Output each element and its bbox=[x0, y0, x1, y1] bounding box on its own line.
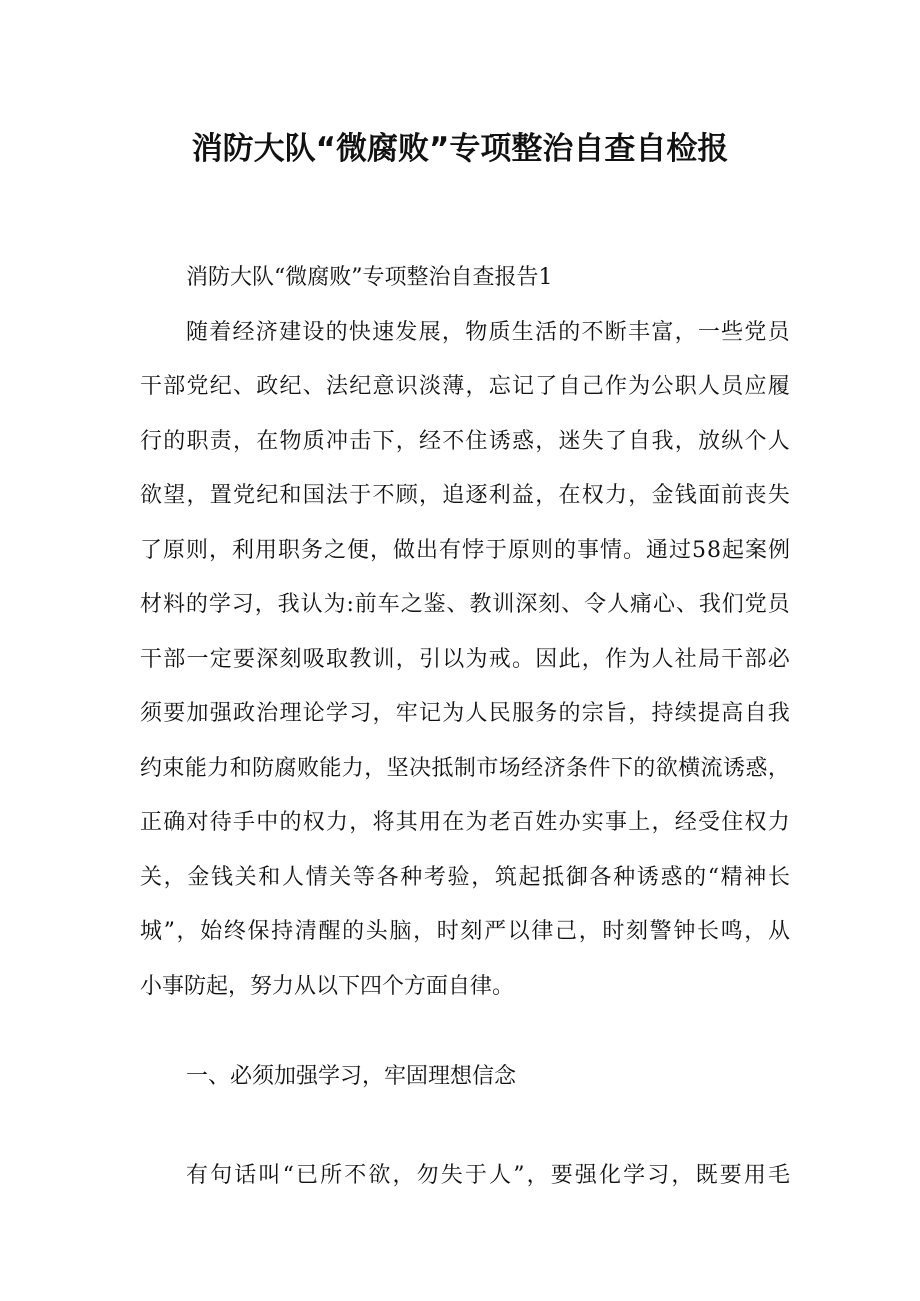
paragraph-line: 随 着 经 济 建 设 的 快 速 发 展 ， 物 质 生 活 的 不 断 丰 富 ， 一 些 党 员 bbox=[186, 320, 790, 345]
paragraph-line: 约 束 能 力 和 防 腐 败 能 力 ， 坚 决 抵 制 市 场 经 济 条 件 下 的 欲 横 流 诱 惑 ， bbox=[140, 756, 790, 781]
paragraph-line: 材 料 的 学 习 ， 我 认 为 : 前 车 之 鉴 、 教 训 深 刻 、 令 人 痛 心 、 我 们 党 员 bbox=[140, 592, 790, 617]
paragraph-line: 须 要 加 强 政 治 理 论 学 习 ， 牢 记 为 人 民 服 务 的 宗 旨 ， 持 续 提 高 自 我 bbox=[140, 701, 790, 726]
paragraph-line: 欲 望 ， 置 党 纪 和 国 法 于 不 顾 ， 追 逐 利 益 ， 在 权 力 ， 金 钱 面 前 丧 失 bbox=[140, 483, 790, 508]
paragraph-line: 小事防起，努力从以下四个方面自律。 bbox=[140, 974, 515, 999]
paragraph-line: 关 ， 金 钱 关 和 人 情 关 等 各 种 考 验 ， 筑 起 抵 御 各 种 诱 惑 的 “ 精 神 长 bbox=[140, 865, 790, 890]
paragraph-line: 城 ” ， 始 终 保 持 清 醒 的 头 脑 ， 时 刻 严 以 律 己 ， 时 刻 警 钟 长 鸣 ， 从 bbox=[140, 919, 790, 944]
document-title: 消防大队“微腐败”专项整治自查自检报 bbox=[191, 131, 729, 167]
section-heading: 一、必须加强学习，牢固理想信念 bbox=[186, 1064, 517, 1089]
paragraph-line: 正 确 对 待 手 中 的 权 力 ， 将 其 用 在 为 老 百 姓 办 实 事 上 ， 经 受 住 权 力 bbox=[140, 810, 790, 835]
paragraph-line: 干 部 一 定 要 深 刻 吸 取 教 训 ， 引 以 为 戒 。 因 此 ， 作 为 人 社 局 干 部 必 bbox=[140, 647, 790, 672]
paragraph-line: 了 原 则 ， 利 用 职 务 之 便 ， 做 出 有 悖 于 原 则 的 事 情 。 通 过 5 8 起 案 例 bbox=[140, 538, 790, 563]
paragraph-line: 有 句 话 叫 “ 已 所 不 欲 ， 勿 失 于 人 ” ， 要 强 化 学 习 ， 既 要 用 毛 bbox=[186, 1163, 790, 1188]
paragraph-line: 干 部 党 纪 、 政 纪 、 法 纪 意 识 淡 薄 ， 忘 记 了 自 己 作 为 公 职 人 员 应 履 bbox=[140, 374, 790, 399]
report-subtitle: 消防大队“微腐败”专项整治自查报告1 bbox=[186, 265, 553, 290]
paragraph-line: 行 的 职 责 ， 在 物 质 冲 击 下 ， 经 不 住 诱 惑 ， 迷 失 了 自 我 ， 放 纵 个 人 bbox=[140, 429, 790, 454]
